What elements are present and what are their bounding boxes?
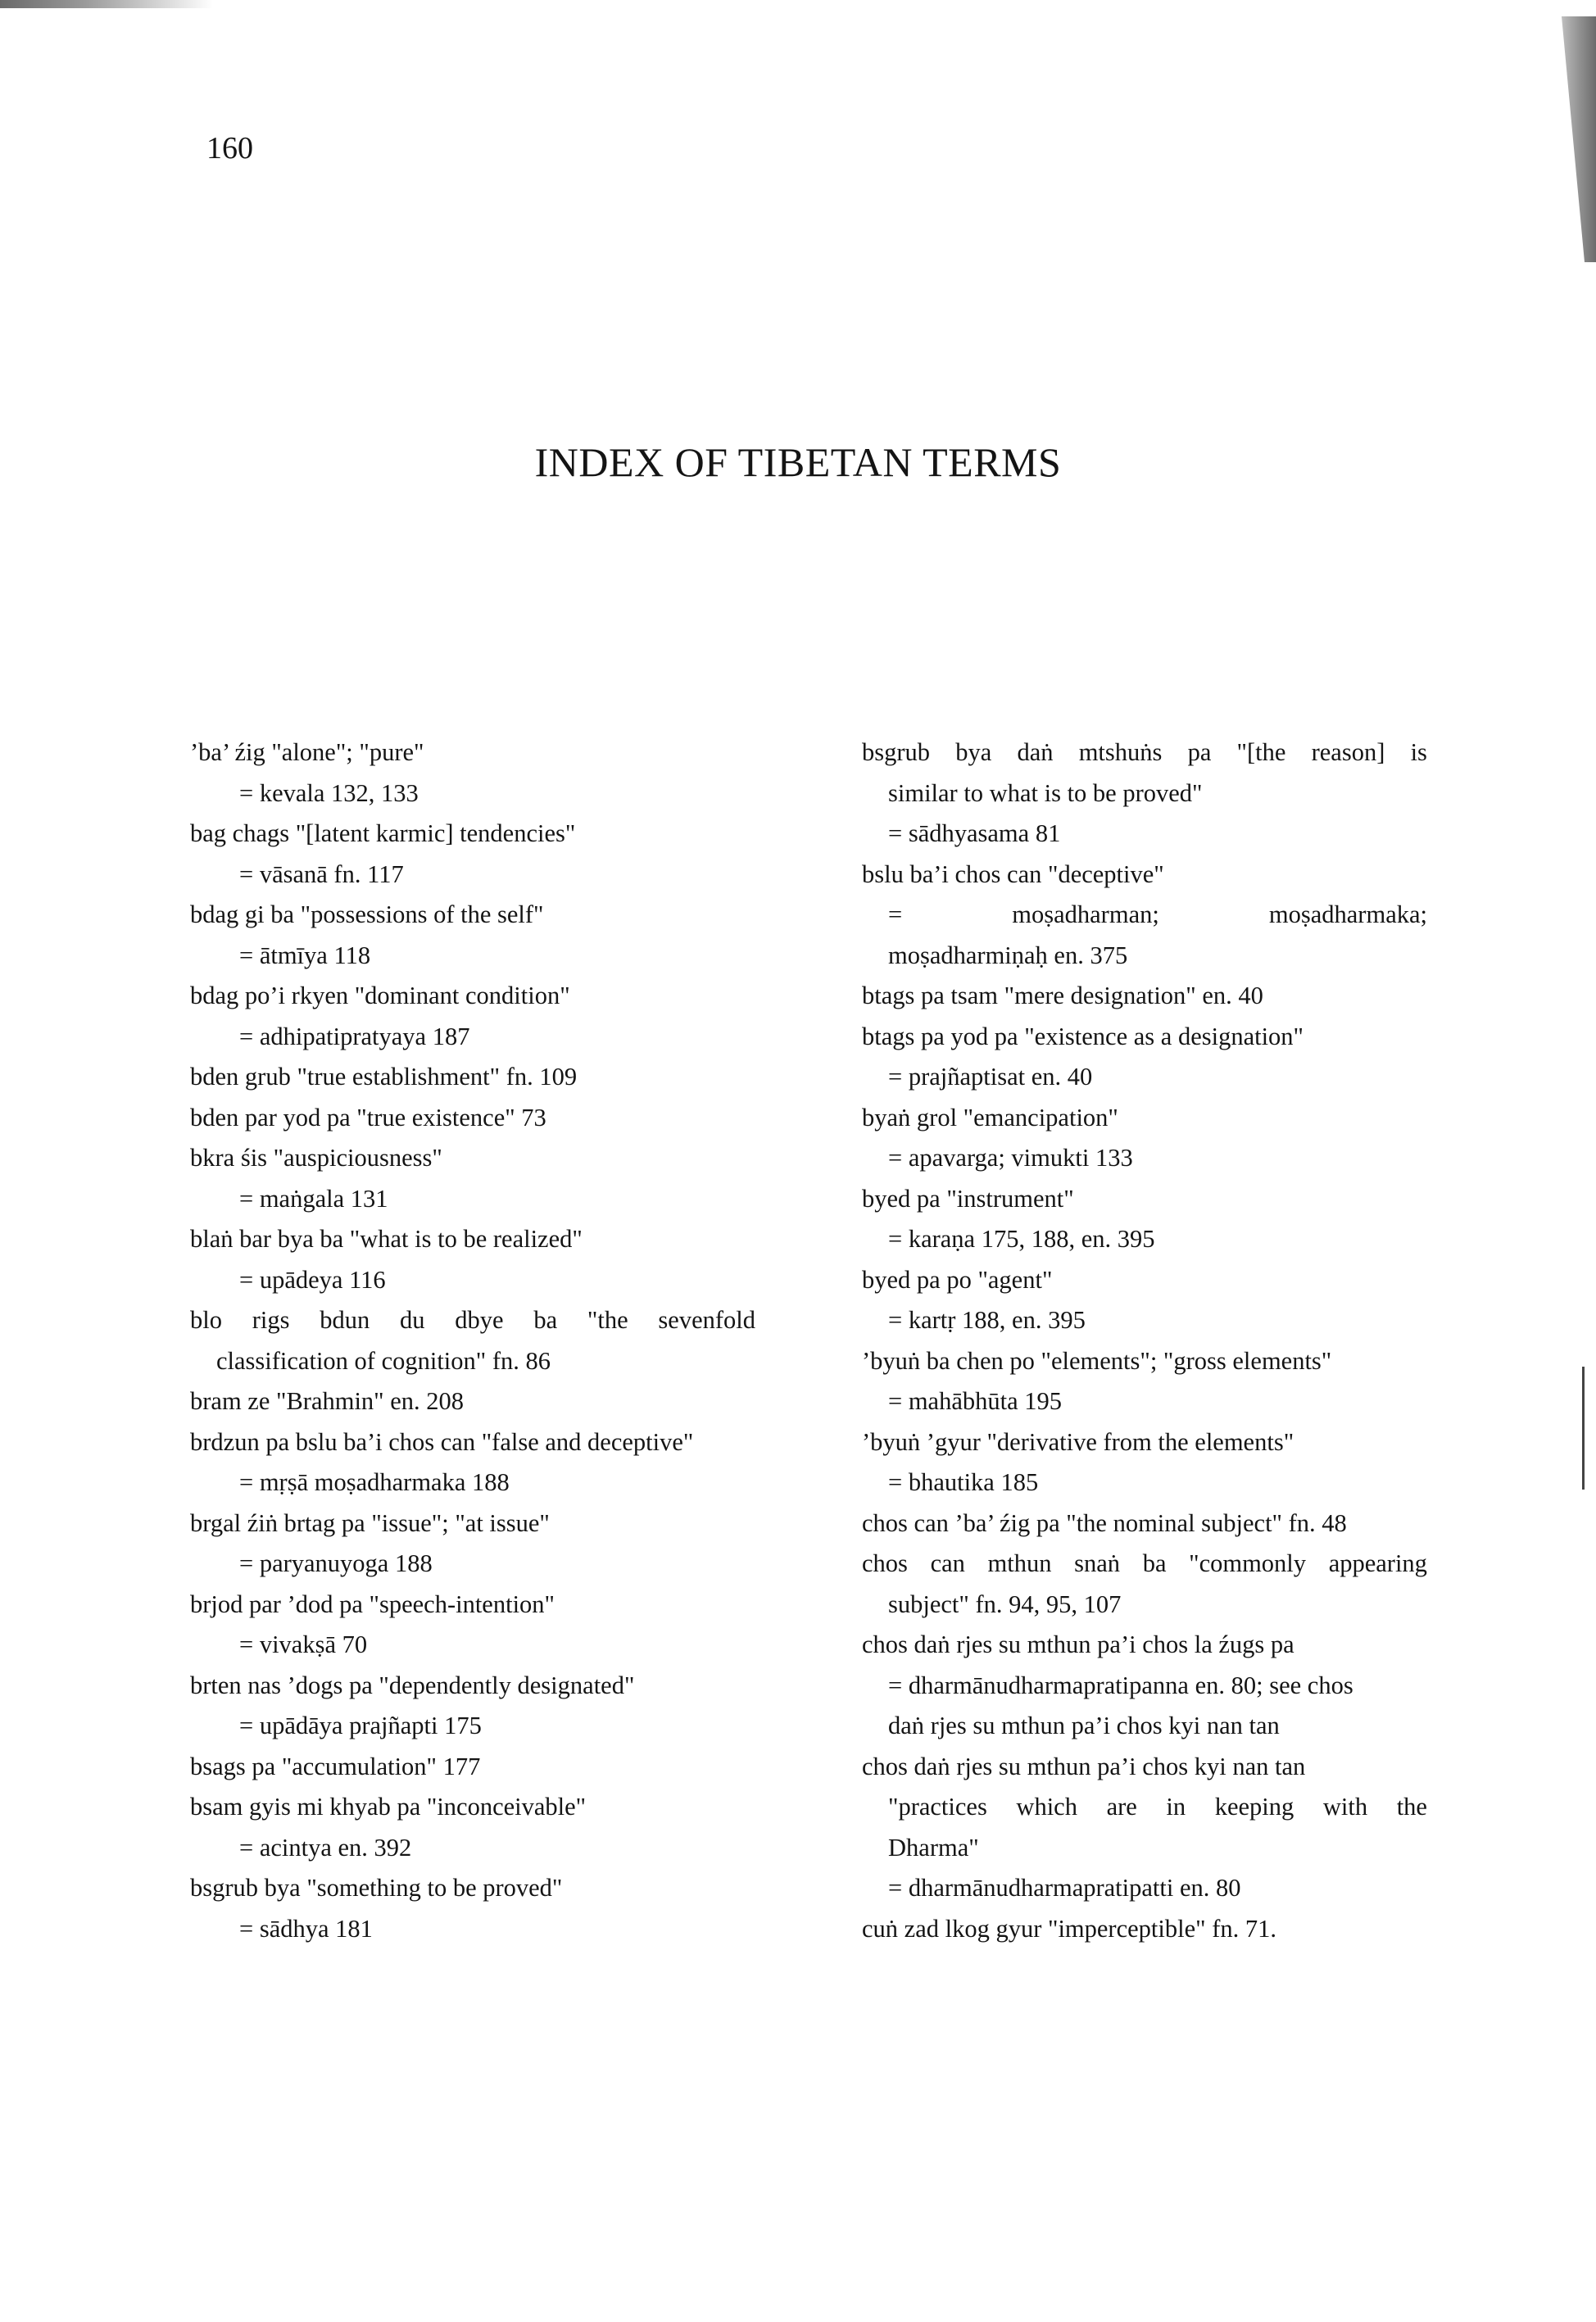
- index-entry: byed pa "instrument": [862, 1184, 1074, 1213]
- page-title: INDEX OF TIBETAN TERMS: [534, 439, 1062, 485]
- index-entry: bkra śis "auspiciousness": [190, 1144, 442, 1172]
- index-column-right: [862, 732, 1427, 1949]
- index-entry: chos can ’ba’ źig pa "the nominal subject" fn. 48: [862, 1508, 1347, 1537]
- index-subline: = ātmīya 118: [239, 941, 371, 969]
- index-subline: subject" fn. 94, 95, 107: [888, 1590, 1122, 1618]
- index-entry: chos daṅ rjes su mthun pa’i chos la źugs pa: [862, 1630, 1294, 1658]
- index-subline: = vivakṣā 70: [239, 1630, 368, 1658]
- index-subline: = kartṛ 188, en. 395: [888, 1306, 1086, 1334]
- index-entry: blo rigs bdun du dbye ba "the sevenfold: [190, 1306, 755, 1334]
- index-subline: = dharmānudharmapratipanna en. 80; see chos: [888, 1671, 1353, 1699]
- index-subline: = vāsanā fn. 117: [239, 859, 404, 888]
- index-entry: btags pa tsam "mere designation" en. 40: [862, 982, 1263, 1009]
- index-entry: brjod par ’dod pa "speech-intention": [190, 1590, 555, 1618]
- index-subline: = sādhya 181: [239, 1914, 373, 1943]
- index-entry: ’ba’ źig "alone"; "pure": [190, 738, 424, 766]
- index-subline: daṅ rjes su mthun pa’i chos kyi nan tan: [888, 1712, 1280, 1739]
- margin-mark: [1582, 1367, 1585, 1490]
- index-entry: bden par yod pa "true existence" 73: [190, 1103, 546, 1132]
- index-subline: = moṣadharman; moṣadharmaka;: [888, 900, 1427, 928]
- index-entry: bslu ba’i chos can "deceptive": [862, 859, 1164, 888]
- index-subline: = paryanuyoga 188: [239, 1549, 433, 1577]
- index-entry: chos daṅ rjes su mthun pa’i chos kyi nan tan: [862, 1752, 1306, 1780]
- index-entry: bdag gi ba "possessions of the self": [190, 900, 544, 928]
- index-entry: cuṅ zad lkog gyur "imperceptible" fn. 71.: [862, 1914, 1276, 1943]
- index-subline: = upādeya 116: [239, 1265, 386, 1294]
- index-entry: brgal źiṅ brtag pa "issue"; "at issue": [190, 1508, 550, 1537]
- index-entry: blaṅ bar bya ba "what is to be realized": [190, 1225, 583, 1253]
- index-subline: = mahābhūta 195: [888, 1387, 1063, 1415]
- index-entry: bsags pa "accumulation" 177: [190, 1752, 481, 1780]
- index-entry: bag chags "[latent karmic] tendencies": [190, 819, 576, 847]
- index-subline: "practices which are in keeping with the: [888, 1793, 1427, 1821]
- scan-edge-top: [0, 0, 213, 8]
- index-entry: bram ze "Brahmin" en. 208: [190, 1387, 465, 1415]
- index-entry: bsgrub bya daṅ mtshuṅs pa "[the reason] is: [862, 738, 1427, 766]
- index-entry: btags pa yod pa "existence as a designation": [862, 1022, 1304, 1050]
- index-entry: bdag po’i rkyen "dominant condition": [190, 982, 570, 1009]
- index-entry: bden grub "true establishment" fn. 109: [190, 1063, 578, 1091]
- index-subline: classification of cognition" fn. 86: [216, 1346, 551, 1375]
- index-subline: similar to what is to be proved": [888, 778, 1203, 807]
- index-subline: = mṛṣā moṣadharmaka 188: [239, 1468, 510, 1496]
- index-subline: = karaṇa 175, 188, en. 395: [888, 1225, 1155, 1253]
- index-subline: = upādāya prajñapti 175: [239, 1712, 482, 1739]
- index-entry: brten nas ’dogs pa "dependently designated": [190, 1671, 635, 1699]
- index-entry: ’byuṅ ba chen po "elements"; "gross elements": [862, 1346, 1332, 1375]
- index-entry: chos can mthun snaṅ ba "commonly appearing: [862, 1549, 1427, 1577]
- index-subline: = prajñaptisat en. 40: [888, 1063, 1093, 1091]
- page-number: 160: [206, 131, 253, 166]
- index-entry: ’byuṅ ’gyur "derivative from the elements": [862, 1427, 1294, 1456]
- index-subline: moṣadharmiṇaḥ en. 375: [888, 941, 1128, 969]
- index-subline: = dharmānudharmapratipatti en. 80: [888, 1874, 1241, 1902]
- index-subline: = maṅgala 131: [239, 1184, 388, 1213]
- index-subline: = kevala 132, 133: [239, 778, 419, 807]
- index-subline: = bhautika 185: [888, 1468, 1039, 1496]
- index-entry: byaṅ grol "emancipation": [862, 1103, 1118, 1132]
- index-entry: byed pa po "agent": [862, 1265, 1053, 1294]
- scan-edge-right: [1539, 16, 1596, 262]
- index-column-left: [190, 732, 755, 1949]
- index-entry: bsam gyis mi khyab pa "inconceivable": [190, 1793, 587, 1821]
- index-entry: brdzun pa bslu ba’i chos can "false and deceptive": [190, 1427, 694, 1456]
- index-subline: = apavarga; vimukti 133: [888, 1144, 1133, 1172]
- index-subline: Dharma": [888, 1833, 979, 1862]
- index-subline: = acintya en. 392: [239, 1833, 412, 1862]
- index-entry: bsgrub bya "something to be proved": [190, 1874, 563, 1902]
- index-subline: = adhipatipratyaya 187: [239, 1022, 470, 1050]
- index-subline: = sādhyasama 81: [888, 819, 1061, 847]
